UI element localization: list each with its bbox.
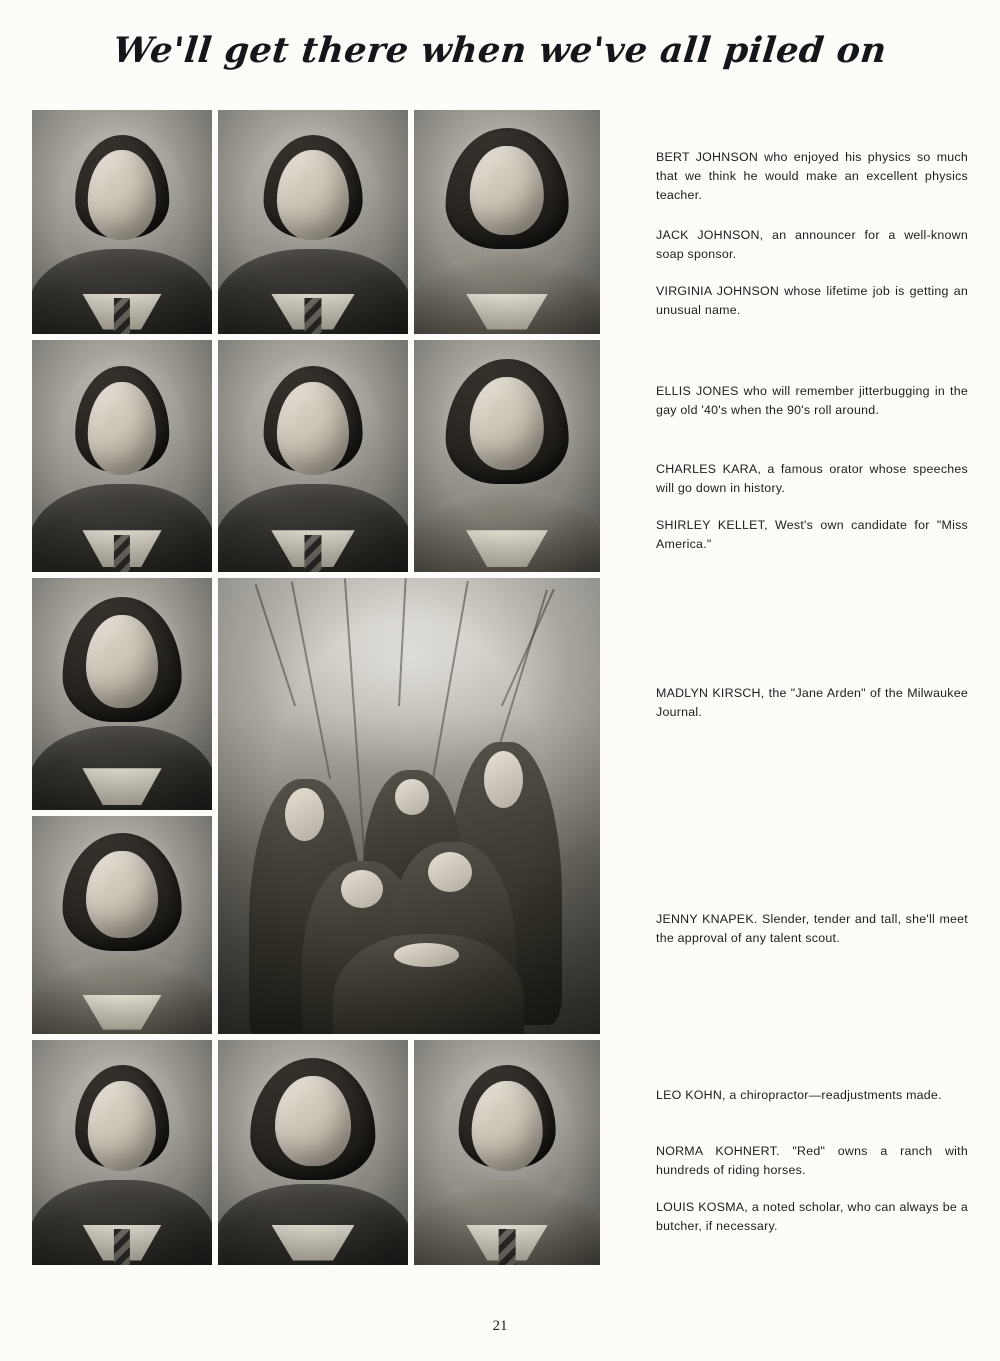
portrait-charles-kara	[218, 340, 408, 572]
caption-text: NORMA KOHNERT. "Red" owns a ranch with hundreds of riding horses.	[656, 1144, 968, 1177]
portrait-shirley-kellet	[414, 340, 600, 572]
caption-text: MADLYN KIRSCH, the "Jane Arden" of the Milwaukee Journal.	[656, 686, 968, 719]
caption-text: SHIRLEY KELLET, West's own candidate for "Miss America."	[656, 518, 968, 551]
portrait-bert-johnson	[32, 110, 212, 334]
caption-norma-kohnert	[638, 1142, 968, 1180]
caption-bert-johnson	[638, 148, 968, 205]
portrait-leo-kohn	[32, 1040, 212, 1265]
caption-text: CHARLES KARA, a famous orator whose speeches will go down in history.	[656, 462, 968, 495]
caption-jenny-knapek	[638, 910, 968, 948]
portrait-virginia-johnson	[414, 110, 600, 334]
caption-charles-kara	[638, 460, 968, 498]
caption-text: LOUIS KOSMA, a noted scholar, who can always be a butcher, if necessary.	[656, 1200, 968, 1233]
caption-leo-kohn	[638, 1086, 968, 1105]
caption-text: BERT JOHNSON who enjoyed his physics so much that we think he would make an excellent physics teacher.	[656, 150, 968, 202]
portrait-jenny-knapek	[32, 816, 212, 1034]
portrait-jack-johnson	[218, 110, 408, 334]
caption-virginia-johnson	[638, 282, 968, 320]
photo-grid	[32, 110, 600, 1265]
caption-jack-johnson	[638, 226, 968, 264]
portrait-madlyn-kirsch	[32, 578, 212, 810]
group-snapshot	[218, 578, 600, 1034]
caption-text: JENNY KNAPEK. Slender, tender and tall, she'll meet the approval of any talent scout.	[656, 912, 968, 945]
caption-shirley-kellet	[638, 516, 968, 554]
caption-text: JACK JOHNSON, an announcer for a well-known soap sponsor.	[656, 228, 968, 261]
page-title: We'll get there when we've all piled on	[111, 30, 889, 71]
caption-text: ELLIS JONES who will remember jitterbugging in the gay old '40's when the 90's roll around.	[656, 384, 968, 417]
caption-text: LEO KOHN, a chiropractor—readjustments made.	[656, 1088, 942, 1102]
caption-ellis-jones	[638, 382, 968, 420]
caption-madlyn-kirsch	[638, 684, 968, 722]
portrait-norma-kohnert	[218, 1040, 408, 1265]
caption-text: VIRGINIA JOHNSON whose lifetime job is getting an unusual name.	[656, 284, 968, 317]
caption-louis-kosma	[638, 1198, 968, 1236]
portrait-louis-kosma	[414, 1040, 600, 1265]
page-number: 21	[492, 1318, 508, 1334]
portrait-ellis-jones	[32, 340, 212, 572]
